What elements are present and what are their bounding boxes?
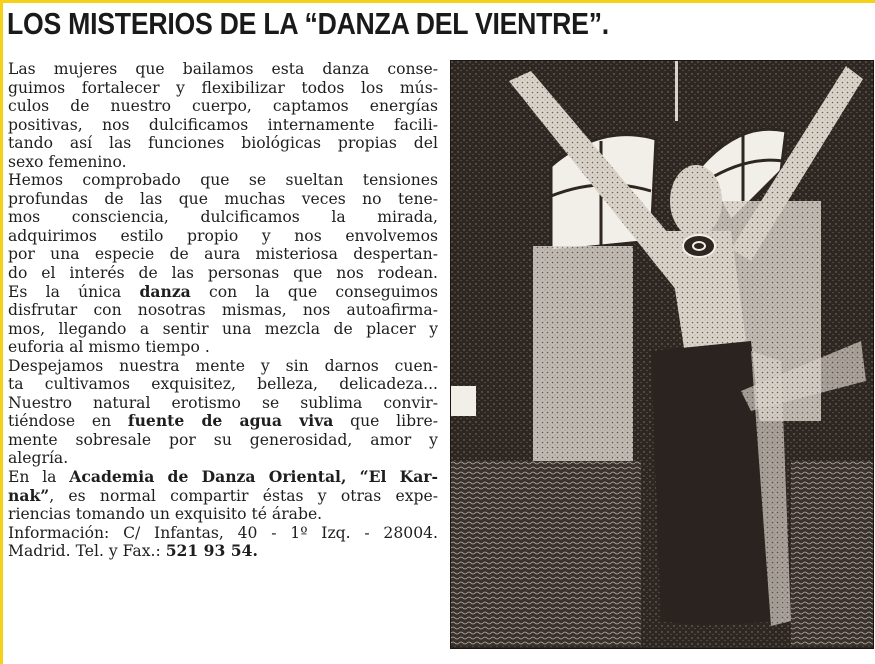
article-line: Hemos comprobado que se sueltan tensiones [8,171,438,190]
article-line: alegría. [8,449,69,468]
article-line: tando así las funciones biológicas propias del [8,134,438,153]
article-bold-text: fuente de agua viva [127,411,334,431]
article-text: Es la única [8,282,140,301]
article-text: tiéndose en [8,412,128,431]
article-bold-text: Academia de Danza Oriental, “El Kar- [69,467,438,487]
article-bold-text: nak” [8,485,50,505]
article-text: , es normal compartir éstas y otras expe- [49,486,438,505]
article-line: euforia al mismo tiempo . [8,338,210,357]
article-bold-text: 521 93 54. [165,541,258,561]
article-line [8,412,438,431]
article-line: do el interés de las personas que nos rodean. [8,264,438,283]
article-line: culos de nuestro cuerpo, captamos energías [8,97,438,116]
article-body [8,60,438,561]
article-line: profundas de las que muchas veces no tene- [8,189,438,208]
article-line: adquirimos estilo propio y nos envolvemos [8,226,438,245]
article-line [8,487,438,506]
article-line: Información: C/ Infantas, 40 - 1º Izq. - 28004. [8,523,438,542]
article-line: Despejamos nuestra mente y sin darnos cuen- [8,356,438,375]
yellow-frame-top [0,0,875,3]
article-line: guimos fortalecer y flexibilizar todos los mús- [8,78,438,97]
article-line: disfrutar con nosotras mismas, nos autoafirma- [8,301,438,320]
article-line: mente sobresale por su generosidad, amor y [8,430,438,449]
article-line: riencias tomando un exquisito té árabe. [8,505,323,524]
article-line: mos consciencia, dulcificamos la mirada, [8,208,438,227]
article-line: Nuestro natural erotismo se sublima convir- [8,393,438,412]
belly-dancer-photo [451,61,873,648]
article-text: con la que conseguimos [190,282,438,301]
article-text: Madrid. Tel. y Fax.: [8,542,166,561]
article-line [8,283,438,302]
headline: LOS MISTERIOS DE LA “DANZA DEL VIENTRE”. [7,6,609,41]
article-line: por una especie de aura misteriosa despertan- [8,245,438,264]
article-line [8,468,438,487]
article-text: En la [8,468,70,487]
dancer-photo-illustration [451,61,873,648]
article-line: mos, llegando a sentir una mezcla de placer y [8,319,438,338]
article-line: sexo femenino. [8,152,127,171]
article-line: positivas, nos dulcificamos internamente facili- [8,115,438,134]
article-line: ta cultivamos exquisitez, belleza, delicadeza... [8,375,438,394]
article-bold-text: danza [139,281,191,301]
yellow-frame-left [0,0,3,664]
article-line: Las mujeres que bailamos esta danza conse- [8,60,438,78]
article-line [8,542,438,561]
article-text: que libre- [333,412,438,431]
